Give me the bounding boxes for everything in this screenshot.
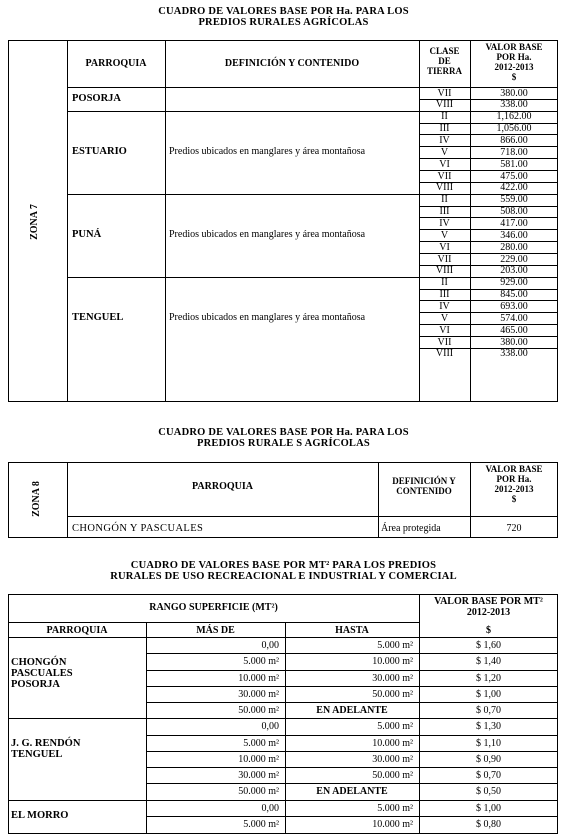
table1-valor-cell: 929.00	[500, 277, 528, 289]
table1-valor-cell: 338.00	[500, 99, 528, 111]
table1-valor-cell: 417.00	[500, 217, 528, 229]
table3-valor-cell: $ 1,00	[476, 802, 501, 814]
table1-parroquia-cell: PUNÁ	[72, 229, 102, 241]
table2-parroquia: CHONGÓN Y PASCUALES	[72, 523, 204, 534]
table1-valor-cell: 845.00	[500, 289, 528, 301]
table1-clase-cell: V	[440, 312, 449, 324]
table1-clase-cell: V	[440, 229, 449, 241]
table3-header-dollar: $	[486, 625, 491, 636]
table2-header-definicion: DEFINICIÓN Y CONTENIDO	[392, 476, 456, 496]
table3-hasta-cell: 50.000 m²	[372, 688, 413, 700]
table1-valor-cell: 380.00	[500, 336, 528, 348]
table3-desde-cell: 30.000 m²	[238, 688, 279, 700]
table1-clase-cell: VII	[437, 87, 452, 99]
table3-desde-cell: 50.000 m²	[238, 705, 279, 716]
table3-row-divider	[146, 767, 558, 768]
table1-valor-cell: 203.00	[500, 265, 528, 277]
table1-valor-cell: 693.00	[500, 300, 528, 312]
table1-valor-cell: 574.00	[500, 312, 528, 324]
table1-valor-cell: 866.00	[500, 134, 528, 146]
table2-zone-label: ZONA 8	[31, 481, 42, 517]
table1-title: CUADRO DE VALORES BASE POR Ha. PARA LOS PREDIOS RURALES AGRÍCOLAS	[158, 6, 409, 28]
table1-clase-cell: II	[441, 277, 448, 289]
table1-definicion-cell: Predios ubicados en manglares y área montañosa	[169, 229, 366, 241]
table1-valor-cell: 1,056.00	[496, 123, 532, 135]
table3-row-divider	[146, 751, 558, 752]
table1-valor-cell: 559.00	[500, 194, 528, 206]
table3-valor-cell: $ 1,60	[476, 640, 501, 651]
table1-valor-cell: 280.00	[500, 241, 528, 253]
table3-desde-cell: 10.000 m²	[238, 753, 279, 765]
table3-valor-cell: $ 0,70	[476, 705, 501, 716]
table3-valor-cell: $ 0,80	[476, 818, 501, 830]
table1-header-parroquia: PARROQUIA	[85, 58, 147, 69]
table3-desde-cell: 5.000 m²	[243, 818, 279, 830]
table1-parroquia-cell: TENGUEL	[72, 312, 124, 324]
table1-definicion-cell: Predios ubicados en manglares y área montañosa	[169, 312, 366, 324]
table1-clase-cell: VIII	[435, 265, 454, 277]
table1-clase-cell: VII	[437, 336, 452, 348]
table1-zone-label: ZONA 7	[29, 204, 40, 240]
table3-parroquia-line: TENGUEL	[11, 749, 63, 761]
table3-valor-cell: $ 0,50	[476, 786, 501, 798]
table3-valor-cell: $ 0,70	[476, 770, 501, 781]
table3-parroquia-line: J. G. RENDÓN	[11, 738, 81, 750]
table3-parroquia-line: EL MORRO	[11, 809, 69, 821]
table3-valor-cell: $ 1,20	[476, 672, 501, 684]
table3-parroquia-line: CHONGÓN	[11, 657, 67, 668]
table3-hasta-cell: 5.000 m²	[377, 721, 413, 733]
table2-header-parroquia: PARROQUIA	[192, 481, 253, 492]
table2-title: CUADRO DE VALORES BASE POR Ha. PARA LOS PREDIOS RURALE S AGRÍCOLAS	[158, 427, 409, 449]
table1-valor-cell: 229.00	[500, 253, 528, 265]
table1-header-definicion: DEFINICIÓN Y CONTENIDO	[224, 58, 360, 69]
table1-valor-cell: 1,162.00	[496, 111, 532, 123]
table3-row-divider	[146, 735, 558, 736]
table1-clase-cell: VI	[439, 158, 450, 170]
table3-desde-cell: 5.000 m²	[243, 737, 279, 749]
table3-row-divider	[146, 702, 558, 703]
table1-clase-cell: II	[441, 111, 448, 123]
table3-parroquia-cell	[11, 738, 80, 760]
table3-valor-cell: $ 1,30	[476, 721, 501, 733]
table1-clase-cell: VIII	[435, 182, 454, 194]
table1-clase-cell: VII	[437, 253, 452, 265]
table3-header-valor: VALOR BASE POR MT² 2012-2013	[434, 596, 543, 618]
table1-header-clase: CLASE DE TIERRA	[426, 46, 462, 76]
table3-parroquia-cell	[11, 657, 73, 690]
table3-parroquia-cell	[11, 810, 68, 821]
table3-hasta-cell: 10.000 m²	[372, 737, 413, 749]
table1-valor-cell: 338.00	[500, 348, 528, 360]
table3-row-divider	[146, 670, 558, 671]
table3-group-divider	[8, 800, 558, 801]
table3-hasta-cell: EN ADELANTE	[316, 786, 388, 798]
table1-valor-cell: 380.00	[500, 87, 528, 99]
table1-valor-cell: 581.00	[500, 158, 528, 170]
table3-desde-cell: 30.000 m²	[238, 770, 279, 781]
table3-desde-cell: 5.000 m²	[243, 656, 279, 668]
table1-valor-cell: 346.00	[500, 229, 528, 241]
table3-row-divider	[146, 686, 558, 687]
table1-definicion-cell: Predios ubicados en manglares y área montañosa	[169, 146, 366, 158]
table2-definicion: Área protegida	[381, 523, 441, 534]
table1-header-valor: VALOR BASE POR Ha. 2012-2013 $	[485, 42, 543, 82]
table3-parroquia-line: POSORJA	[11, 679, 61, 690]
table1-clase-cell: VI	[439, 241, 450, 253]
table3-valor-cell: $ 1,00	[476, 688, 501, 700]
table1-clase-cell: III	[439, 206, 450, 218]
table3-hasta-cell: EN ADELANTE	[316, 705, 388, 716]
table3-valor-cell: $ 1,40	[476, 656, 501, 668]
table1-valor-cell: 422.00	[500, 182, 528, 194]
table1-clase-cell: IV	[439, 134, 450, 146]
table3-desde-cell: 0,00	[261, 802, 279, 814]
table3-header-parroquia: PARROQUIA	[46, 625, 108, 636]
table3-hasta-cell: 5.000 m²	[377, 802, 413, 814]
table1-clase-cell: VIII	[435, 348, 454, 360]
table1-clase-cell: III	[439, 123, 450, 135]
table3-hasta-cell: 10.000 m²	[372, 818, 413, 830]
table3-row-divider	[146, 783, 558, 784]
table1-clase-cell: II	[441, 194, 448, 206]
table3-row-divider	[146, 653, 558, 654]
table1-clase-cell: III	[439, 289, 450, 301]
table1-valor-cell: 718.00	[500, 146, 528, 158]
table3-hasta-cell: 30.000 m²	[372, 672, 413, 684]
table3-title: CUADRO DE VALORES BASE POR MT² PARA LOS PREDIOS RURALES DE USO RECREACIONAL E INDUSTRIAL Y COMERCIAL	[110, 560, 457, 582]
table3-hasta-cell: 10.000 m²	[372, 656, 413, 668]
table3-valor-cell: $ 0,90	[476, 753, 501, 765]
table3-desde-cell: 0,00	[261, 640, 279, 651]
table3-valor-cell: $ 1,10	[476, 737, 501, 749]
table1-clase-cell: VIII	[435, 99, 454, 111]
table1-clase-cell: VI	[439, 324, 450, 336]
table1-parroquia-cell: ESTUARIO	[72, 146, 127, 158]
table1-clase-cell: IV	[439, 217, 450, 229]
table3-group-divider	[8, 718, 558, 719]
table3-row-divider	[146, 816, 558, 817]
table1-parroquia-cell: POSORJA	[72, 92, 122, 104]
table1-clase-cell: V	[440, 146, 449, 158]
table1-clase-cell: VII	[437, 170, 452, 182]
table1-valor-cell: 475.00	[500, 170, 528, 182]
table3-hasta-cell: 50.000 m²	[372, 770, 413, 781]
table1-clase-cell: IV	[439, 300, 450, 312]
table2-header-valor: VALOR BASE POR Ha. 2012-2013 $	[485, 464, 543, 504]
table3-header-mas-de: MÁS DE	[196, 625, 235, 636]
table1-valor-cell: 465.00	[500, 324, 528, 336]
table2-valor: 720	[506, 523, 522, 534]
table3-desde-cell: 10.000 m²	[238, 672, 279, 684]
table3-parroquia-line: PASCUALES	[11, 668, 73, 679]
table1-valor-cell: 508.00	[500, 206, 528, 218]
table3-header-hasta: HASTA	[335, 625, 369, 636]
table3-desde-cell: 50.000 m²	[238, 786, 279, 798]
table3-hasta-cell: 30.000 m²	[372, 753, 413, 765]
table3-hasta-cell: 5.000 m²	[377, 640, 413, 651]
table3-desde-cell: 0,00	[261, 721, 279, 733]
table3-header-rango: RANGO SUPERFICIE (MT²)	[149, 602, 278, 613]
